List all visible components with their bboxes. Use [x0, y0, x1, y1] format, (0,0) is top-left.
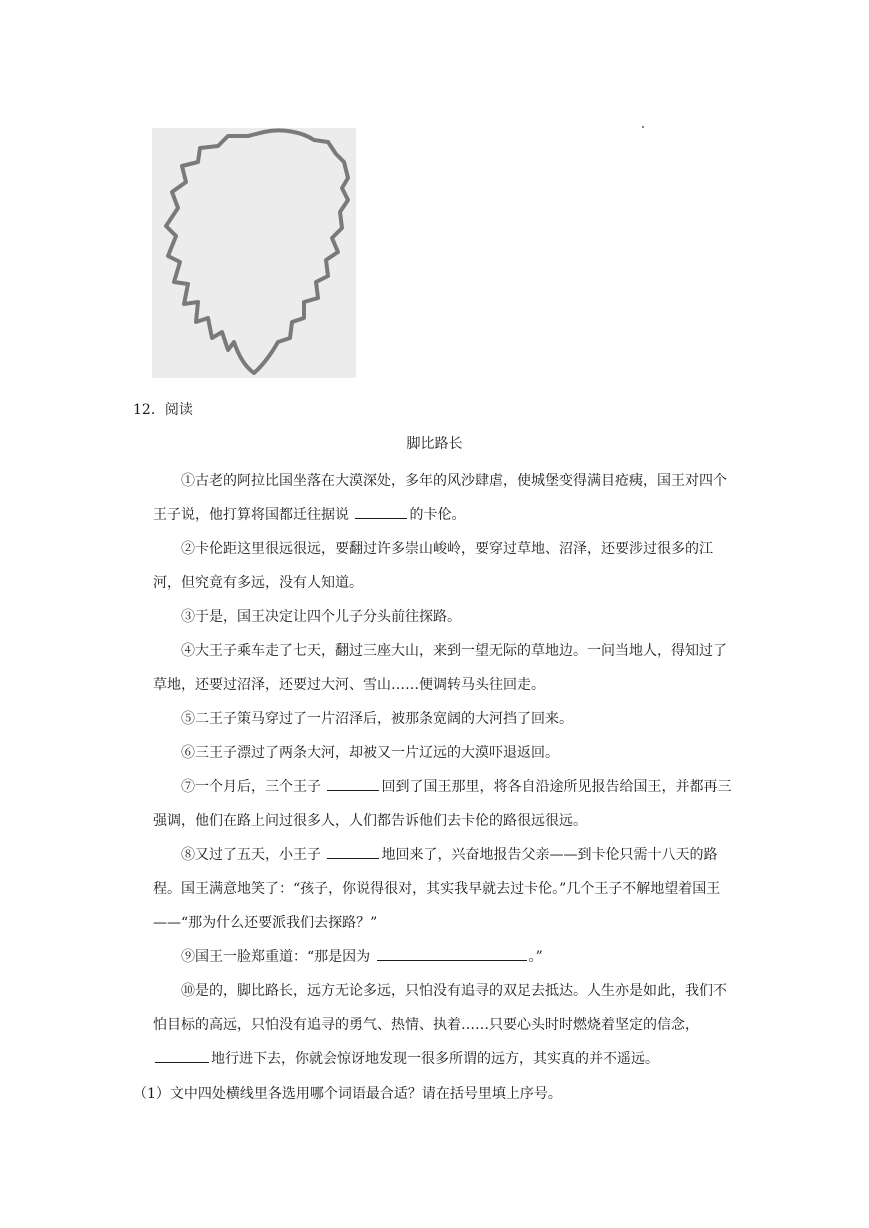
paragraph-10-text-a: ⑩是的，脚比路长，远方无论多远，只怕没有追寻的双足去抵达。人生亦是如此，我们不怕目标的高远，只怕没有追寻的勇气、热情、执着……只要心头时时燃烧着坚定的信念，	[153, 983, 727, 1033]
paragraph-8	[153, 838, 737, 940]
paragraph-10	[153, 974, 737, 1076]
fill-blank-2[interactable]	[327, 774, 379, 791]
paragraph-9	[153, 940, 737, 974]
paragraph-7-text-b: 回到了国王那里，将各自沿途所见报告给国王，并都再三强调，他们在路上问过很多人，人们都告诉他们去卡伦的路很远很远。	[153, 779, 732, 829]
paragraph-9-text-a: ⑨国王一脸郑重道：“那是因为	[181, 949, 375, 965]
passage-title: 脚比路长	[406, 436, 463, 452]
paragraph-3: ③于是，国王决定让四个儿子分头前往探路。	[181, 609, 461, 625]
fill-blank-4[interactable]	[155, 1046, 209, 1063]
fill-blank-answer[interactable]	[377, 944, 527, 961]
paragraph-5: ⑤二王子策马穿过了一片沼泽后，被那条宽阔的大河挡了回来。	[181, 711, 573, 727]
paragraph-8-text-b: 地回来了，兴奋地报告父亲——到卡伦只需十八天的路程。国王满意地笑了：“孩子，你说得很对，其实我早就去过卡伦。”几个王子不解地望着国王——“那为什么还要派我们去探路？”	[153, 847, 721, 931]
paragraph-8-text-a: ⑧又过了五天，小王子	[181, 847, 326, 863]
paragraph-9-text-b: 。”	[528, 949, 543, 965]
paragraph-7	[153, 770, 737, 838]
paragraph-1-text-a: ①古老的阿拉比国坐落在大漠深处，多年的风沙肆虐，使城堡变得满目疮痍，国王对四个王子说，他打算将国都迁往据说	[153, 473, 727, 523]
subquestion-1: （1）文中四处横线里各选用哪个词语最合适？请在括号里填上序号。	[133, 1086, 562, 1102]
passage-body	[153, 464, 737, 1076]
paragraph-6: ⑥三王子漂过了两条大河，却被又一片辽远的大漠吓退返回。	[181, 745, 559, 761]
paragraph-1-text-b: 的卡伦。	[409, 507, 466, 523]
paragraph-2: ②卡伦距这里很远很远，要翻过许多崇山峻岭，要穿过草地、沼泽，还要涉过很多的江河，但究竟有多远，没有人知道。	[153, 541, 713, 591]
stray-dot	[642, 126, 644, 128]
paragraph-1	[153, 464, 737, 532]
fill-blank-3[interactable]	[327, 842, 379, 859]
paragraph-4: ④大王子乘车走了七天，翻过三座大山，来到一望无际的草地边。一问当地人，得知过了草地，还要过沼泽，还要过大河、雪山……便调转马头往回走。	[153, 643, 727, 693]
question-number: 12．阅读	[133, 402, 193, 418]
leaf-outline-image	[152, 128, 356, 378]
paragraph-10-text-b: 地行进下去，你就会惊讶地发现一很多所谓的远方，其实真的并不遥远。	[211, 1051, 659, 1067]
paragraph-7-text-a: ⑦一个月后，三个王子	[181, 779, 326, 795]
fill-blank-1[interactable]	[355, 502, 407, 519]
